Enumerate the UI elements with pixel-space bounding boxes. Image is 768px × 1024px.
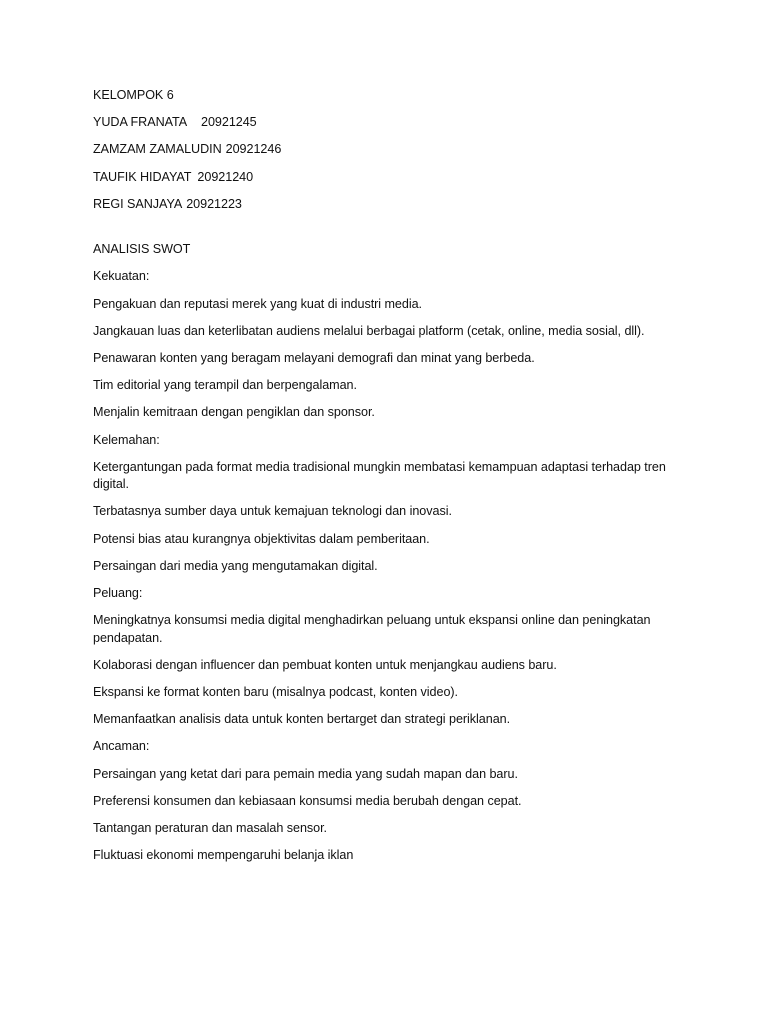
list-item: Menjalin kemitraan dengan pengiklan dan sponsor. [93,405,375,420]
list-item: Potensi bias atau kurangnya objektivitas dalam pemberitaan. [93,531,430,546]
list-item: Preferensi konsumen dan kebiasaan konsumsi media berubah dengan cepat. [93,793,522,808]
list-item: Pengakuan dan reputasi merek yang kuat di industri media. [93,296,422,311]
member-id: 20921245 [201,115,257,130]
list-item: Tantangan peraturan dan masalah sensor. [93,821,327,835]
strengths-heading: Kekuatan: [93,269,150,284]
list-item: Terbatasnya sumber daya untuk kemajuan teknologi dan inovasi. [93,504,452,519]
list-item: Tim editorial yang terampil dan berpengalaman. [93,378,357,393]
weaknesses-list [93,459,683,576]
member-name: REGI SANJAYA [93,196,183,211]
opportunities-list [93,612,683,729]
weaknesses-heading: Kelemahan: [93,432,160,447]
group-member [93,196,683,214]
member-id: 20921246 [225,142,282,157]
analysis-title: ANALISIS SWOT [93,242,191,257]
list-item: Jangkauan luas dan keterlibatan audiens melalui berbagai platform (cetak, online, media sosial, dll). [93,323,645,338]
list-item: Persaingan dari media yang mengutamakan digital. [93,558,378,573]
list-item: Meningkatnya konsumsi media digital menghadirkan peluang untuk ekspansi online dan peningkatan pendapatan. [93,613,651,645]
member-id: 20921240 [197,169,254,184]
list-item: Ekspansi ke format konten baru (misalnya podcast, konten video). [93,685,459,700]
list-item: Penawaran konten yang beragam melayani demografi dan minat yang berbeda. [93,351,535,365]
list-item: Fluktuasi ekonomi mempengaruhi belanja iklan [93,848,354,863]
document-body [93,87,683,874]
group-member [93,169,683,187]
list-item: Kolaborasi dengan influencer dan pembuat konten untuk menjangkau audiens baru. [93,657,557,672]
member-name: YUDA FRANATA [93,115,188,130]
threats-heading: Ancaman: [93,739,150,754]
member-name: ZAMZAM ZAMALUDIN [93,142,222,157]
list-item: Ketergantungan pada format media tradisional mungkin membatasi kemampuan adaptasi terhadap tren digital. [93,459,666,492]
threats-list [93,766,683,865]
member-id: 20921223 [186,196,242,211]
list-item: Persaingan yang ketat dari para pemain media yang sudah mapan dan baru. [93,766,518,781]
strengths-list [93,296,683,422]
list-item: Memanfaatkan analisis data untuk konten bertarget dan strategi periklanan. [93,712,511,727]
opportunities-heading: Peluang: [93,586,143,600]
member-name: TAUFIK HIDAYAT [93,169,192,184]
group-member [93,114,683,132]
group-title: KELOMPOK 6 [93,88,174,102]
group-member [93,141,683,159]
